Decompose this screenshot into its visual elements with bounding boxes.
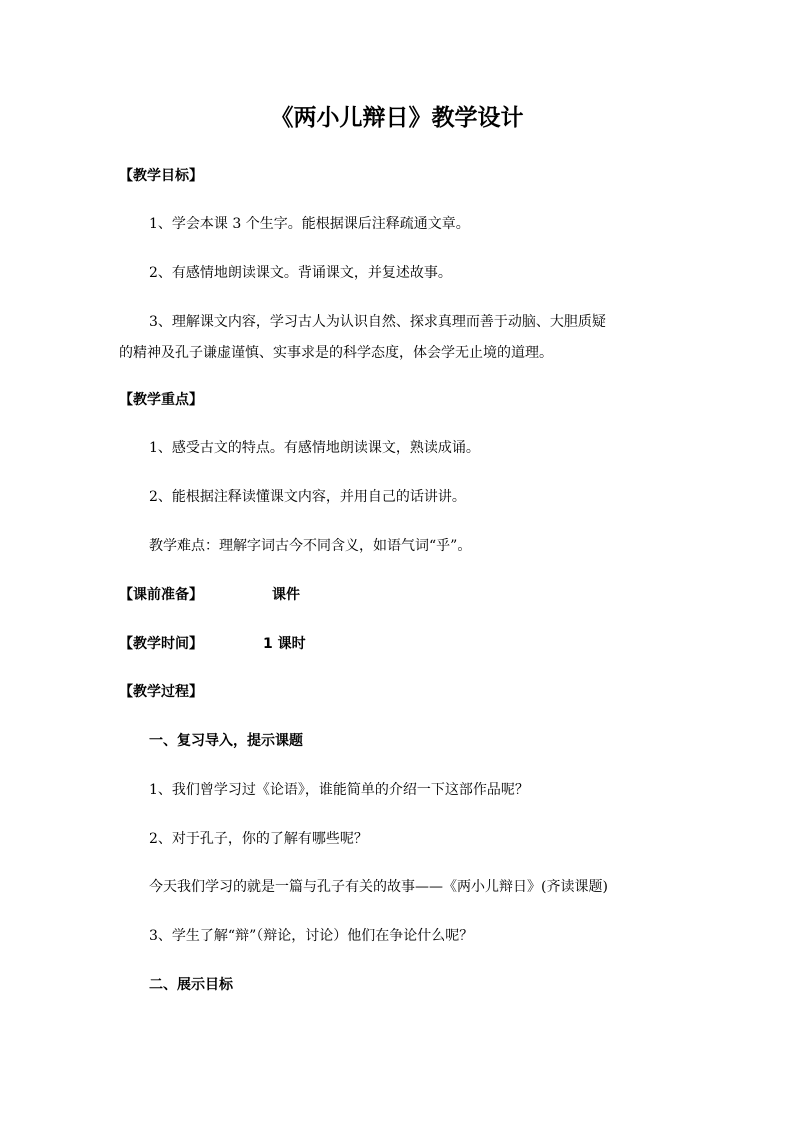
process-heading: 【教学过程】 <box>119 684 203 700</box>
key-points-heading: 【教学重点】 <box>119 392 203 408</box>
goals-heading: 【教学目标】 <box>119 168 203 184</box>
key-point-item-1: 1、感受古文的特点。有感情地朗读课文，熟读成诵。 <box>149 440 480 456</box>
process-section-1-title: 一、复习导入，提示课题 <box>149 733 303 749</box>
process-section-2-title: 二、展示目标 <box>149 977 233 993</box>
process-item-2: 2、对于孔子，你的了解有哪些呢？ <box>149 831 368 847</box>
time-value: 1 课时 <box>263 636 306 652</box>
process-item-intro: 今天我们学习的就是一篇与孔子有关的故事——《两小儿辩日》(齐读课题) <box>149 879 608 895</box>
time-label: 【教学时间】 <box>119 636 203 652</box>
goal-item-2: 2、有感情地朗读课文。背诵课文，并复述故事。 <box>149 265 452 281</box>
preparation-label: 【课前准备】 <box>119 587 203 603</box>
key-point-item-2: 2、能根据注释读懂课文内容，并用自己的话讲讲。 <box>149 489 466 505</box>
preparation-value: 课件 <box>272 587 300 603</box>
document-title: 《两小儿辩日》教学设计 <box>270 105 524 131</box>
goal-item-3-continuation: 的精神及孔子谦虚谨慎、实事求是的科学态度，体会学无止境的道理。 <box>119 345 553 361</box>
goal-item-1: 1、学会本课 3 个生字。能根据课后注释疏通文章。 <box>149 216 470 232</box>
teaching-difficulty: 教学难点：理解字词古今不同含义，如语气词“乎”。 <box>149 538 472 554</box>
process-item-3: 3、学生了解“辩”（辩论，讨论）他们在争论什么呢？ <box>149 928 474 944</box>
preparation-row <box>119 585 300 605</box>
time-row <box>119 634 306 654</box>
goal-item-3: 3、理解课文内容，学习古人为认识自然、探求真理而善于动脑、大胆质疑 <box>149 314 606 330</box>
process-item-1: 1、我们曾学习过《论语》，谁能简单的介绍一下这部作品呢？ <box>149 782 529 798</box>
